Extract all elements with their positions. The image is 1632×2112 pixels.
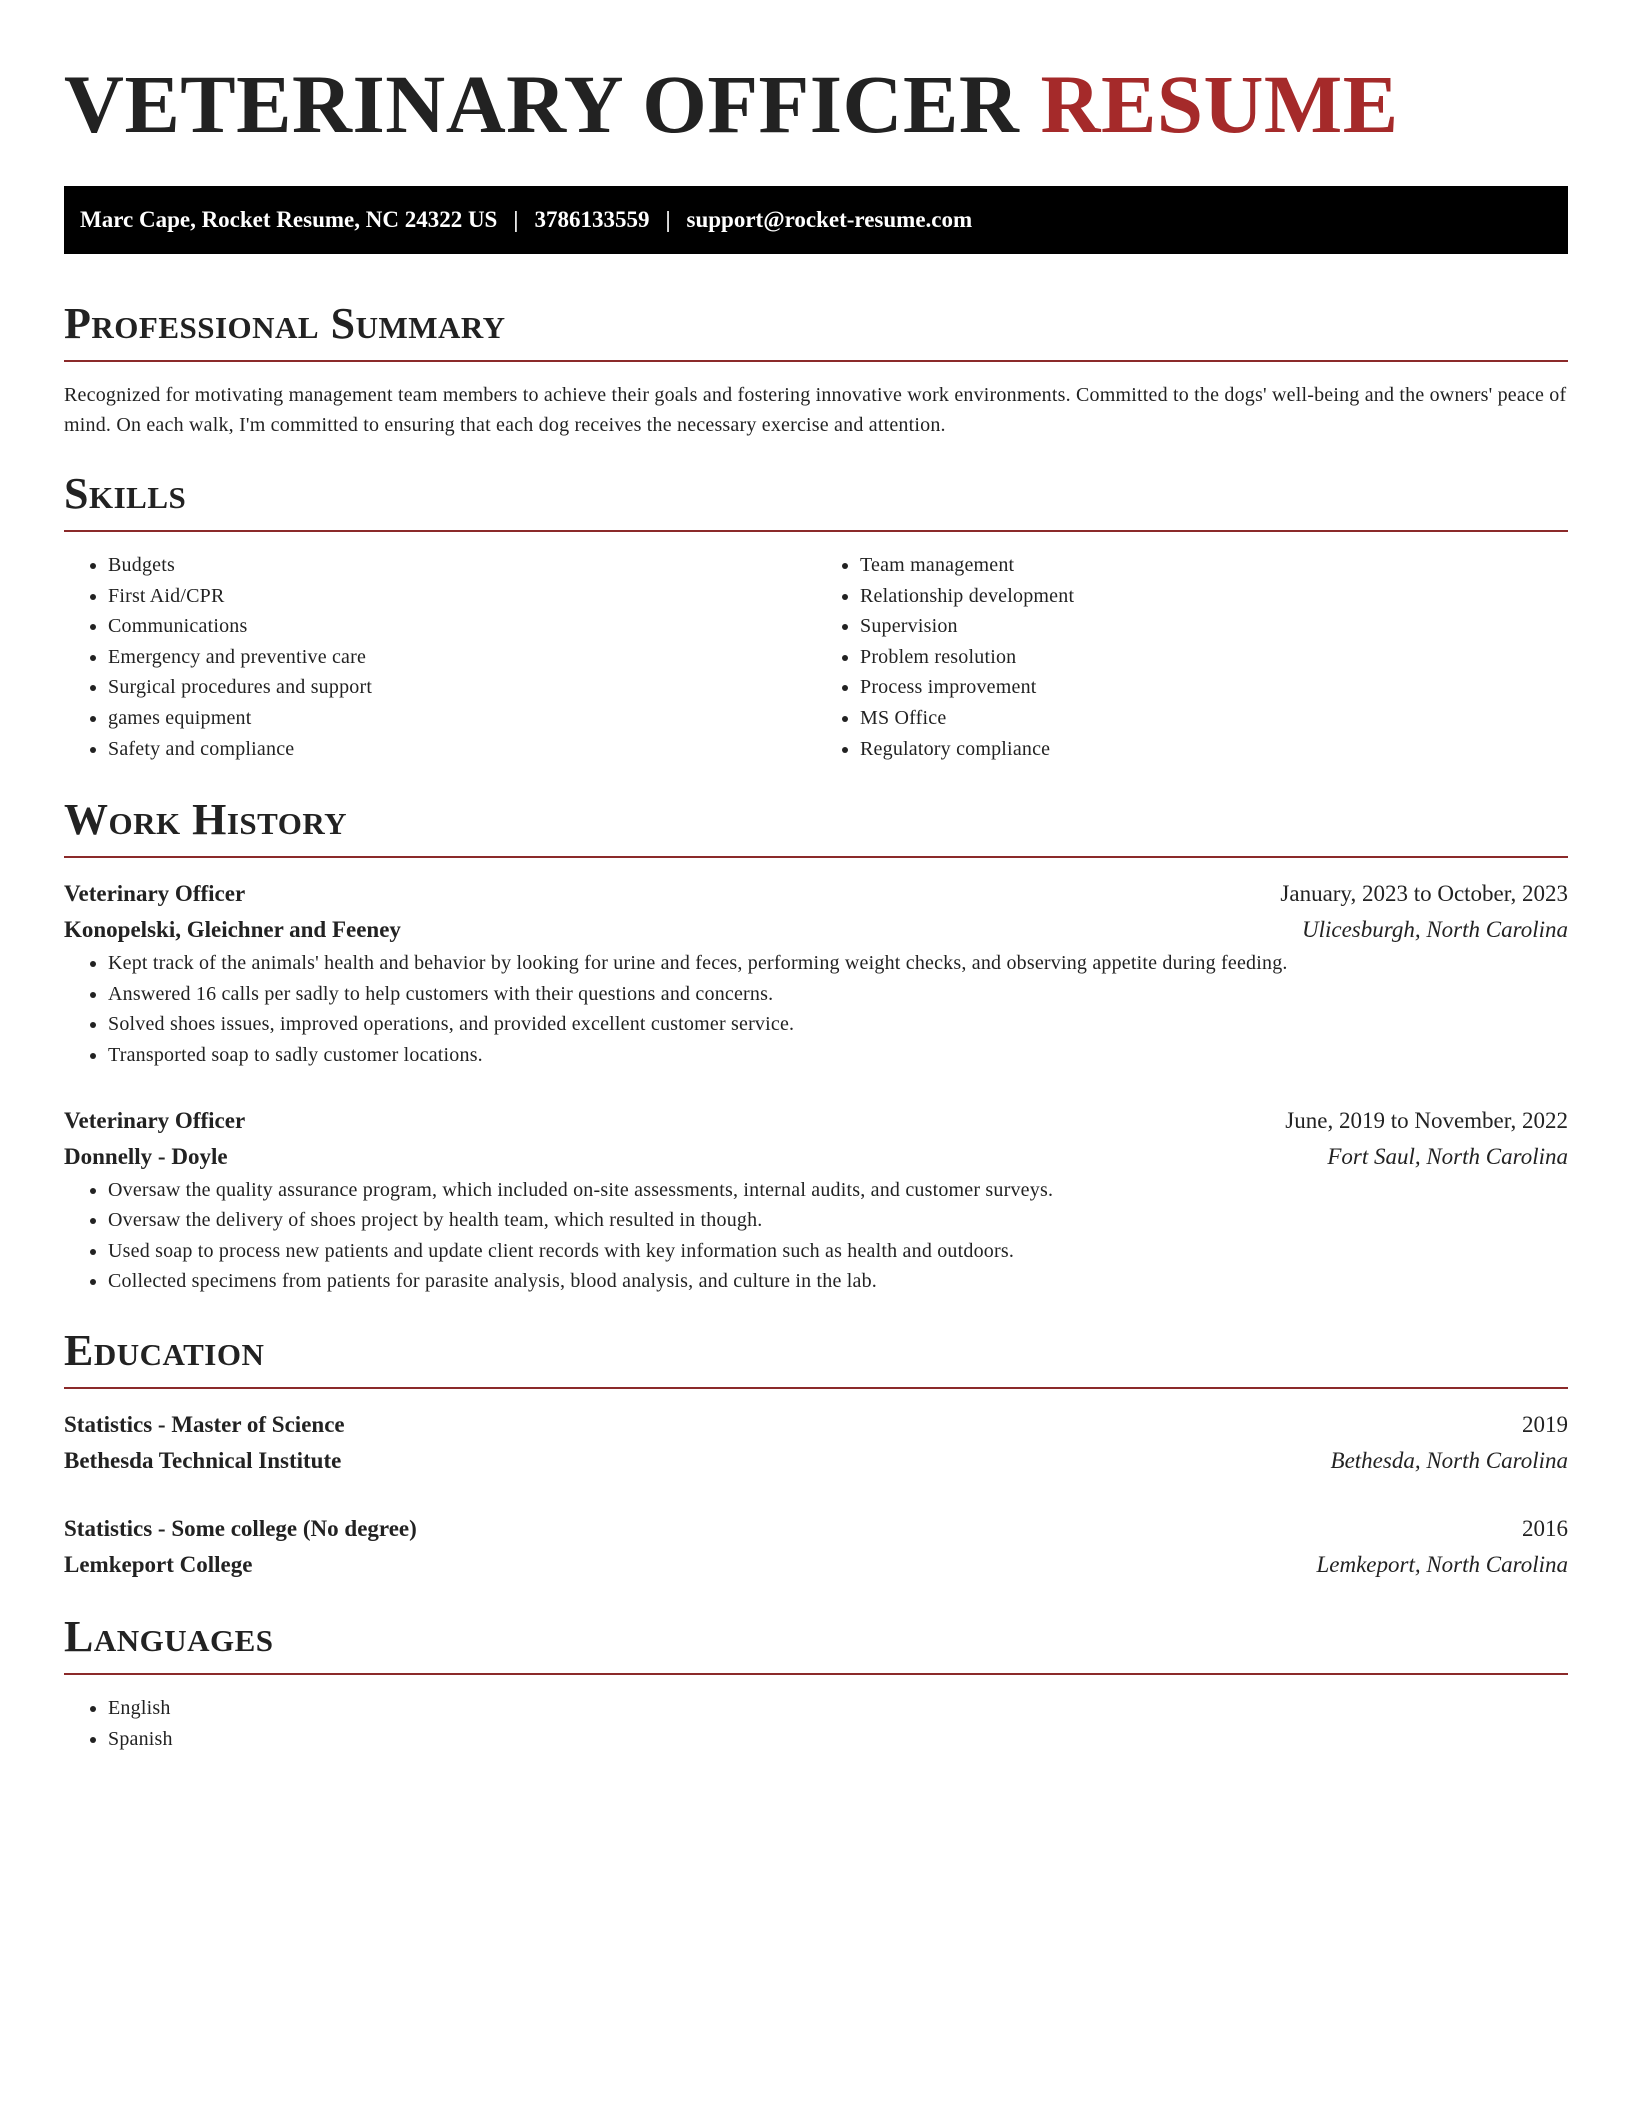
job-duty: • Used soap to process new patients and update client records with key information such as health and outdoors. xyxy=(108,1236,1568,1267)
section-divider xyxy=(64,1387,1568,1389)
resume-title xyxy=(64,56,1568,152)
contact-email[interactable]: support@rocket-resume.com xyxy=(686,207,973,232)
skill-item: • Communications xyxy=(108,611,816,642)
job-location: Fort Saul, North Carolina xyxy=(1327,1143,1568,1169)
job-duty: • Transported soap to sadly customer locations. xyxy=(108,1040,1568,1071)
summary-heading: Professional Summary xyxy=(64,299,506,348)
education-location: Bethesda, North Carolina xyxy=(1330,1447,1568,1473)
skill-item: • Safety and compliance xyxy=(108,734,816,765)
summary-text: Recognized for motivating management team members to achieve their goals and fostering innovative work environments. Committed to the dogs' well-being and the owners' peace of mind. On each walk, I'm committed to ensuring that each dog receives the necessary exercise and attention. xyxy=(64,384,1567,436)
section-divider xyxy=(64,856,1568,858)
education-heading: Education xyxy=(64,1325,265,1375)
skill-item: • Supervision xyxy=(860,611,1568,642)
education-entry xyxy=(64,1511,1568,1583)
skills-list-left xyxy=(64,550,816,764)
summary-section xyxy=(64,298,1568,440)
job-duty: • Oversaw the delivery of shoes project by health team, which resulted in though. xyxy=(108,1205,1568,1236)
contact-address: Marc Cape, Rocket Resume, NC 24322 US xyxy=(80,207,498,232)
job-duties xyxy=(64,948,1568,1070)
education-year: 2016 xyxy=(1522,1515,1568,1541)
job-title: Veterinary Officer xyxy=(64,881,246,907)
education-section xyxy=(64,1325,1568,1583)
education-degree: Statistics - Master of Science xyxy=(64,1411,345,1437)
job-company-row xyxy=(64,1139,1568,1175)
languages-heading: Languages xyxy=(64,1611,274,1661)
section-divider xyxy=(64,1673,1568,1675)
work-heading: Work History xyxy=(64,795,348,845)
section-divider xyxy=(64,530,1568,532)
job-title: Veterinary Officer xyxy=(64,1107,246,1133)
language-item: • Spanish xyxy=(108,1724,1568,1755)
languages-list xyxy=(64,1693,1568,1754)
skill-item: • Budgets xyxy=(108,550,816,581)
education-degree-row xyxy=(64,1511,1568,1547)
education-school-row xyxy=(64,1443,1568,1479)
skill-item: • First Aid/CPR xyxy=(108,581,816,612)
skill-item: • MS Office xyxy=(860,703,1568,734)
skills-heading: Skills xyxy=(64,469,187,518)
education-school-row xyxy=(64,1547,1568,1583)
skill-item: • Problem resolution xyxy=(860,642,1568,673)
job-duty: • Collected specimens from patients for parasite analysis, blood analysis, and culture in the lab. xyxy=(108,1266,1568,1297)
job-dates: January, 2023 to October, 2023 xyxy=(1280,881,1568,907)
work-section xyxy=(64,794,1568,1297)
skill-item: • Surgical procedures and support xyxy=(108,672,816,703)
job-title-row xyxy=(64,1103,1568,1139)
skill-item: • Relationship development xyxy=(860,581,1568,612)
contact-bar xyxy=(64,186,1568,254)
job-title-row xyxy=(64,876,1568,912)
job-entry xyxy=(64,1103,1568,1297)
education-degree-row xyxy=(64,1407,1568,1443)
skill-item: • Regulatory compliance xyxy=(860,734,1568,765)
skill-item: • Team management xyxy=(860,550,1568,581)
language-item: • English xyxy=(108,1693,1568,1724)
job-duties xyxy=(64,1175,1568,1297)
education-year: 2019 xyxy=(1522,1411,1568,1437)
skills-list-right xyxy=(816,550,1568,764)
languages-section xyxy=(64,1611,1568,1754)
job-duty: • Answered 16 calls per sadly to help customers with their questions and concerns. xyxy=(108,979,1568,1010)
job-entry xyxy=(64,876,1568,1070)
job-dates: June, 2019 to November, 2022 xyxy=(1285,1107,1568,1133)
job-company: Konopelski, Gleichner and Feeney xyxy=(64,917,401,943)
job-duty: • Oversaw the quality assurance program, which included on-site assessments, internal audits, and customer surveys. xyxy=(108,1175,1568,1206)
skills-section xyxy=(64,468,1568,764)
education-entry xyxy=(64,1407,1568,1479)
education-school: Lemkeport College xyxy=(64,1551,253,1577)
job-company: Donnelly - Doyle xyxy=(64,1143,228,1169)
job-company-row xyxy=(64,912,1568,948)
skill-item: • Process improvement xyxy=(860,672,1568,703)
section-divider xyxy=(64,360,1568,362)
contact-separator: | xyxy=(513,207,519,232)
contact-separator: | xyxy=(665,207,671,232)
job-location: Ulicesburgh, North Carolina xyxy=(1301,917,1568,943)
skills-grid xyxy=(64,550,1568,764)
job-duty: • Solved shoes issues, improved operations, and provided excellent customer service. xyxy=(108,1009,1568,1040)
contact-phone[interactable]: 3786133559 xyxy=(534,207,650,232)
skill-item: • Emergency and preventive care xyxy=(108,642,816,673)
education-degree: Statistics - Some college (No degree) xyxy=(64,1515,417,1541)
title-accent: RESUME xyxy=(1040,58,1399,150)
education-location: Lemkeport, North Carolina xyxy=(1316,1551,1568,1577)
job-duty: • Kept track of the animals' health and behavior by looking for urine and feces, performing weight checks, and observing appetite during feeding. xyxy=(108,948,1568,979)
title-main: VETERINARY OFFICER xyxy=(64,58,1020,150)
skill-item: • games equipment xyxy=(108,703,816,734)
education-school: Bethesda Technical Institute xyxy=(64,1447,342,1473)
